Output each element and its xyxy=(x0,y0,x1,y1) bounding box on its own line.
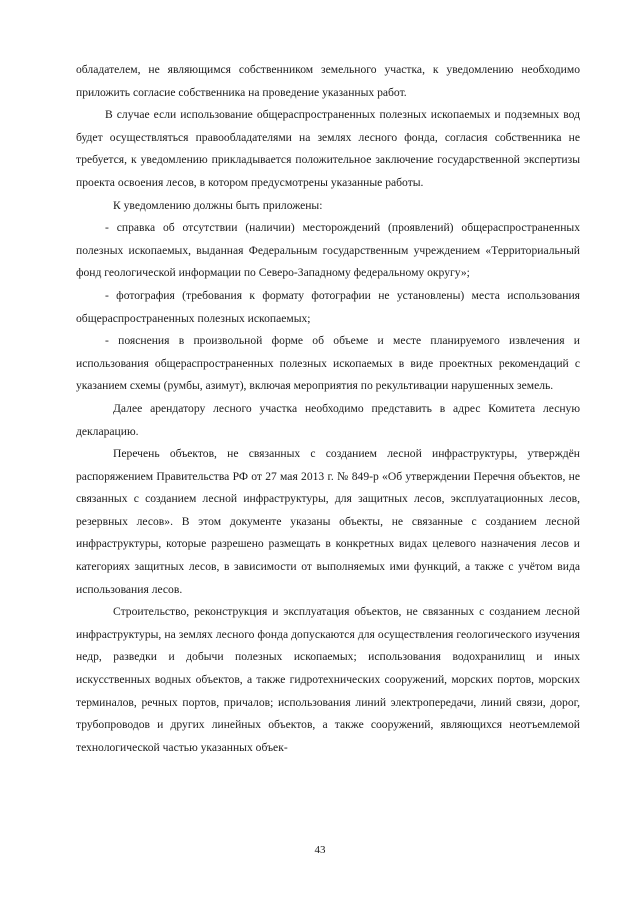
page-number: 43 xyxy=(314,844,326,856)
paragraph-4: Далее арендатору лесного участка необходимо представить в адрес Комитета лесную декларацию. xyxy=(76,401,580,438)
paragraph-5: Перечень объектов, не связанных с созданием лесной инфраструктуры, утверждён распоряжением Правительства РФ от 27 мая 2013 г. № 849-р «Об утверждении Перечня объектов, не связанных с созданием лесной инфраструктуры, для защитных лесов, эксплуатационных лесов, резервных лесов». В этом документе указаны объекты, не связанные с созданием лесной инфраструктуры, которые разрешено размещать в конкретных видах целевого назначения лесов и категориях защитных лесов, в зависимости от выполняемых ими функций, а также с учётом вида использования лесов. xyxy=(76,447,580,596)
list-item-2: - фотография (требования к формату фотографии не установлены) места использования общераспространенных полезных ископаемых; xyxy=(76,288,580,325)
paragraph-6: Строительство, реконструкция и эксплуатация объектов, не связанных с созданием лесной инфраструктуры, на землях лесного фонда допускаются для осуществления геологического изучения недр, разведки и добычи полезных ископаемых; использования водохранилищ и иных искусственных водных объектов, а также гидротехнических сооружений, морских портов, морских терминалов, речных портов, причалов; использования линий электропередачи, линий связи, дорог, трубопроводов и других линейных объектов, а также сооружений, являющихся неотъемлемой технологической частью указанных объек- xyxy=(76,605,580,754)
paragraph-2: В случае если использование общераспространенных полезных ископаемых и подземных вод будет осуществляться правообладателями на землях лесного фонда, согласия собственника не требуется, к уведомлению прикладывается положительное заключение государственной экспертизы проекта освоения лесов, в котором предусмотрены указанные работы. xyxy=(76,108,580,189)
body-text xyxy=(76,59,580,759)
list-item-1: - справка об отсутствии (наличии) месторождений (проявлений) общераспространенных полезных ископаемых, выданная Федеральным государственным учреждением «Территориальный фонд геологической информации по Северо-Западному федеральному округу»; xyxy=(76,221,580,280)
paragraph-1: обладателем, не являющимся собственником земельного участка, к уведомлению необходимо приложить согласие собственника на проведение указанных работ. xyxy=(76,63,580,99)
list-item-3: - пояснения в произвольной форме об объеме и месте планируемого извлечения и использования общераспространенных полезных ископаемых в виде проектных рекомендаций с указанием схемы (румбы, азимут), включая мероприятия по рекультивации нарушенных земель. xyxy=(76,334,580,393)
paragraph-3: К уведомлению должны быть приложены: xyxy=(113,198,323,212)
